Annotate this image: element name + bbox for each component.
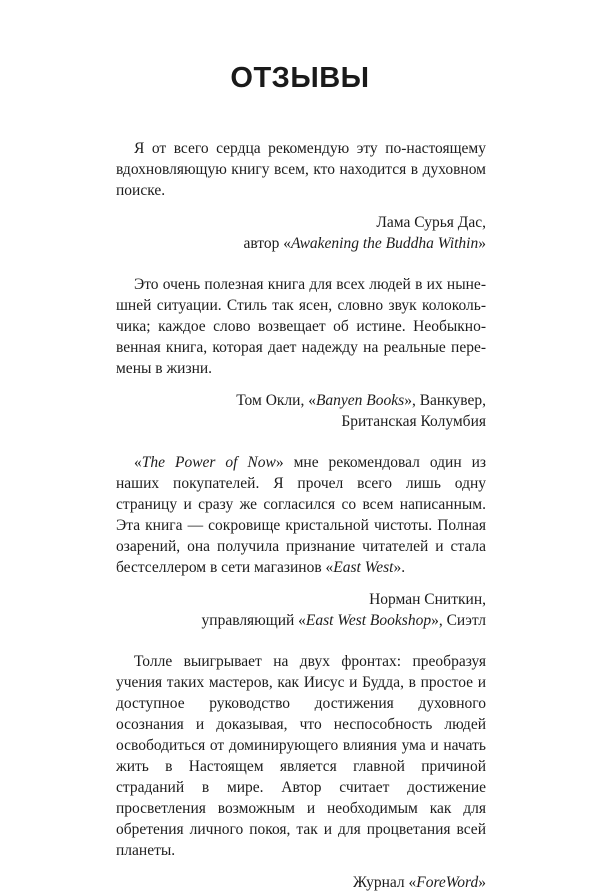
attribution-text: Британская Колумбия — [341, 413, 486, 430]
quote-text: Толле выигрывает на двух фронтах: преобразуя учения таких мастеров, как Иисус и Будда, в простое и доступное руководство достижения духовного осознания и доказывая, что неспособность людей освободиться от доминирующего влияния ума и начать жить в Настоящем является главной причиной страданий в мире. Автор считает достижение просветления возможным и необходимым как для обретения личного покоя, так и для процветания всей планеты. — [116, 653, 486, 859]
quote-text: ». — [393, 559, 406, 576]
magazine-name-italic: ForeWord — [416, 874, 479, 891]
review-4 — [116, 651, 486, 893]
review-attribution — [116, 390, 486, 432]
quote-text: « — [134, 454, 142, 471]
review-attribution — [116, 212, 486, 254]
attribution-line — [116, 872, 486, 893]
review-quote — [116, 651, 486, 861]
attribution-text: » — [478, 874, 486, 891]
review-quote — [116, 138, 486, 201]
attribution-text: » — [478, 235, 486, 252]
attribution-line — [116, 233, 486, 254]
attribution-text: автор « — [243, 235, 291, 252]
attribution-text: Норман Сниткин, — [369, 591, 486, 608]
attribution-line — [116, 589, 486, 610]
store-name-italic: East West Bookshop — [305, 612, 432, 629]
attribution-text: Журнал « — [352, 874, 417, 891]
review-attribution — [116, 872, 486, 893]
review-2 — [116, 274, 486, 432]
review-quote — [116, 274, 486, 379]
attribution-line — [116, 411, 486, 432]
attribution-text: », Ванкувер, — [404, 392, 486, 409]
quote-text: Я от всего сердца рекомендую эту по-настоящему вдохновляющую книгу всем, кто находится в духовном поиске. — [116, 140, 486, 199]
reviews-list — [116, 138, 486, 893]
attribution-text: управляющий « — [201, 612, 306, 629]
store-name-italic: Banyen Books — [315, 392, 405, 409]
attribution-text: Том Окли, « — [236, 392, 316, 409]
attribution-text: », Сиэтл — [431, 612, 486, 629]
review-quote — [116, 452, 486, 578]
review-attribution — [116, 589, 486, 631]
review-1 — [116, 138, 486, 254]
attribution-line — [116, 610, 486, 631]
book-title-italic: Awakening the Buddha Within — [290, 235, 479, 252]
review-3 — [116, 452, 486, 631]
attribution-line — [116, 390, 486, 411]
store-name-italic: East West — [333, 559, 394, 576]
book-title-italic: The Power of Now — [141, 454, 276, 471]
attribution-text: Лама Сурья Дас, — [376, 214, 486, 231]
quote-text: Это очень полезная книга для всех людей в их нынешней ситуации. Стиль так ясен, словно звук колокольчика; каждое слово возвещает об истине. Необыкновенная книга, которая дает надежду на реальные перемены в жизни. — [116, 276, 486, 377]
quote-text: » мне рекомендовал один из наших покупателей. Я прочел всего лишь одну страницу и сразу же согласился со всем написанным. Эта книга — сокровище кристальной чистоты. Полная озарений, она получила признание читателей и стала бестселлером в сети магазинов « — [116, 454, 487, 576]
page-title: ОТЗЫВЫ — [230, 62, 370, 94]
attribution-line — [116, 212, 486, 233]
